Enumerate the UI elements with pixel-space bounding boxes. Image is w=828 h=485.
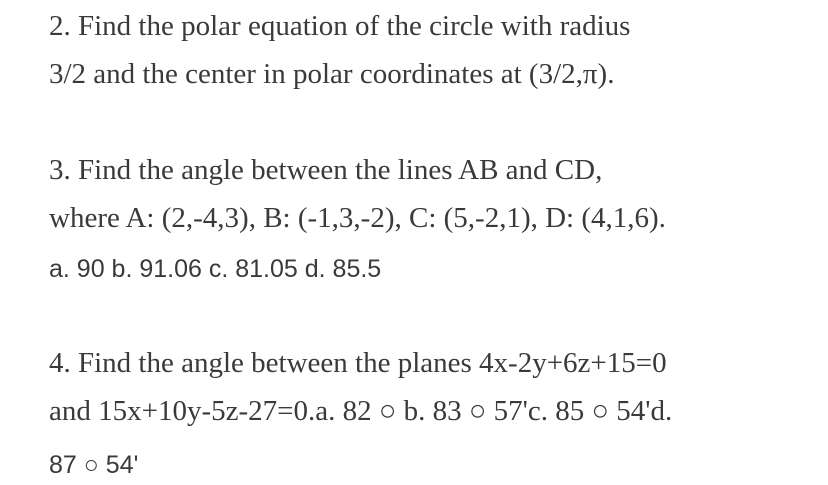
question-4-line-2: and 15x+10y-5z-27=0.a. 82 ○ b. 83 ○ 57'c. 85 ○ 54'd. bbox=[49, 395, 673, 427]
question-3-line-2: where A: (2,-4,3), B: (-1,3,-2), C: (5,-2,1), D: (4,1,6). bbox=[49, 202, 666, 234]
question-4-line-3: 87 ○ 54' bbox=[49, 451, 139, 479]
question-2-line-2: 3/2 and the center in polar coordinates at (3/2,π). bbox=[49, 58, 615, 90]
question-3-choices: a. 90 b. 91.06 c. 81.05 d. 85.5 bbox=[49, 255, 382, 283]
question-4-line-1: 4. Find the angle between the planes 4x-2y+6z+15=0 bbox=[49, 347, 667, 379]
question-3-line-1: 3. Find the angle between the lines AB and CD, bbox=[49, 154, 603, 186]
question-2-line-1: 2. Find the polar equation of the circle with radius bbox=[49, 10, 631, 42]
